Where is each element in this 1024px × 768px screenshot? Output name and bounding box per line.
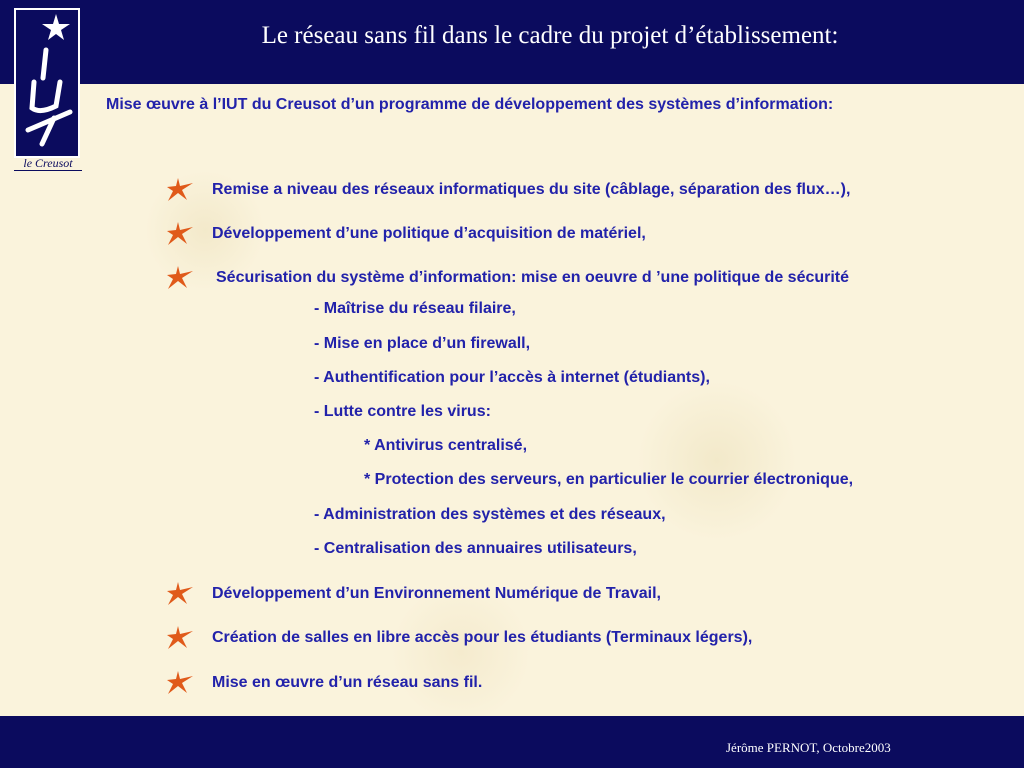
security-item: - Administration des systèmes et des réseaux, xyxy=(314,506,666,523)
slide-title: Le réseau sans fil dans le cadre du projet d’établissement: xyxy=(261,22,839,49)
bullet-item xyxy=(166,221,646,247)
security-subitem: * Antivirus centralisé, xyxy=(364,437,528,454)
bullet-item xyxy=(166,670,482,696)
bullet-item xyxy=(166,177,850,203)
bullet-item xyxy=(166,581,661,607)
bullet-text: Création de salles en libre accès pour les étudiants (Terminaux légers), xyxy=(212,629,753,646)
security-item: - Authentification pour l’accès à internet (étudiants), xyxy=(314,369,710,386)
security-item: - Maîtrise du réseau filaire, xyxy=(314,300,516,317)
star-bullet-icon xyxy=(166,581,194,607)
bullet-item xyxy=(166,265,849,291)
security-item: - Lutte contre les virus: xyxy=(314,403,491,420)
security-subitem: * Protection des serveurs, en particulier le courrier électronique, xyxy=(364,471,854,488)
bullet-text: Développement d’une politique d’acquisition de matériel, xyxy=(212,225,646,242)
bullet-item xyxy=(166,625,752,651)
star-bullet-icon xyxy=(166,670,194,696)
security-item: - Centralisation des annuaires utilisateurs, xyxy=(314,540,637,557)
bullet-text: Remise a niveau des réseaux informatiques du site (câblage, séparation des flux…), xyxy=(212,181,851,198)
star-bullet-icon xyxy=(166,221,194,247)
footer-author-date: Jérôme PERNOT, Octobre2003 xyxy=(726,740,891,755)
program-subtitle: Mise œuvre à l’IUT du Creusot d’un programme de développement des systèmes d’information: xyxy=(106,96,834,113)
bullet-text: Mise en œuvre d’un réseau sans fil. xyxy=(212,674,483,691)
star-bullet-icon xyxy=(166,265,194,291)
star-bullet-icon xyxy=(166,177,194,203)
bullet-text: Sécurisation du système d’information: mise en oeuvre d ’une politique de sécurité xyxy=(216,269,850,286)
iut-logo xyxy=(14,8,80,158)
security-item: - Mise en place d’un firewall, xyxy=(314,335,531,352)
logo-caption: le Creusot xyxy=(14,156,82,171)
star-bullet-icon xyxy=(166,625,194,651)
bullet-text: Développement d’un Environnement Numérique de Travail, xyxy=(212,585,661,602)
iut-logo-icon xyxy=(16,10,78,156)
